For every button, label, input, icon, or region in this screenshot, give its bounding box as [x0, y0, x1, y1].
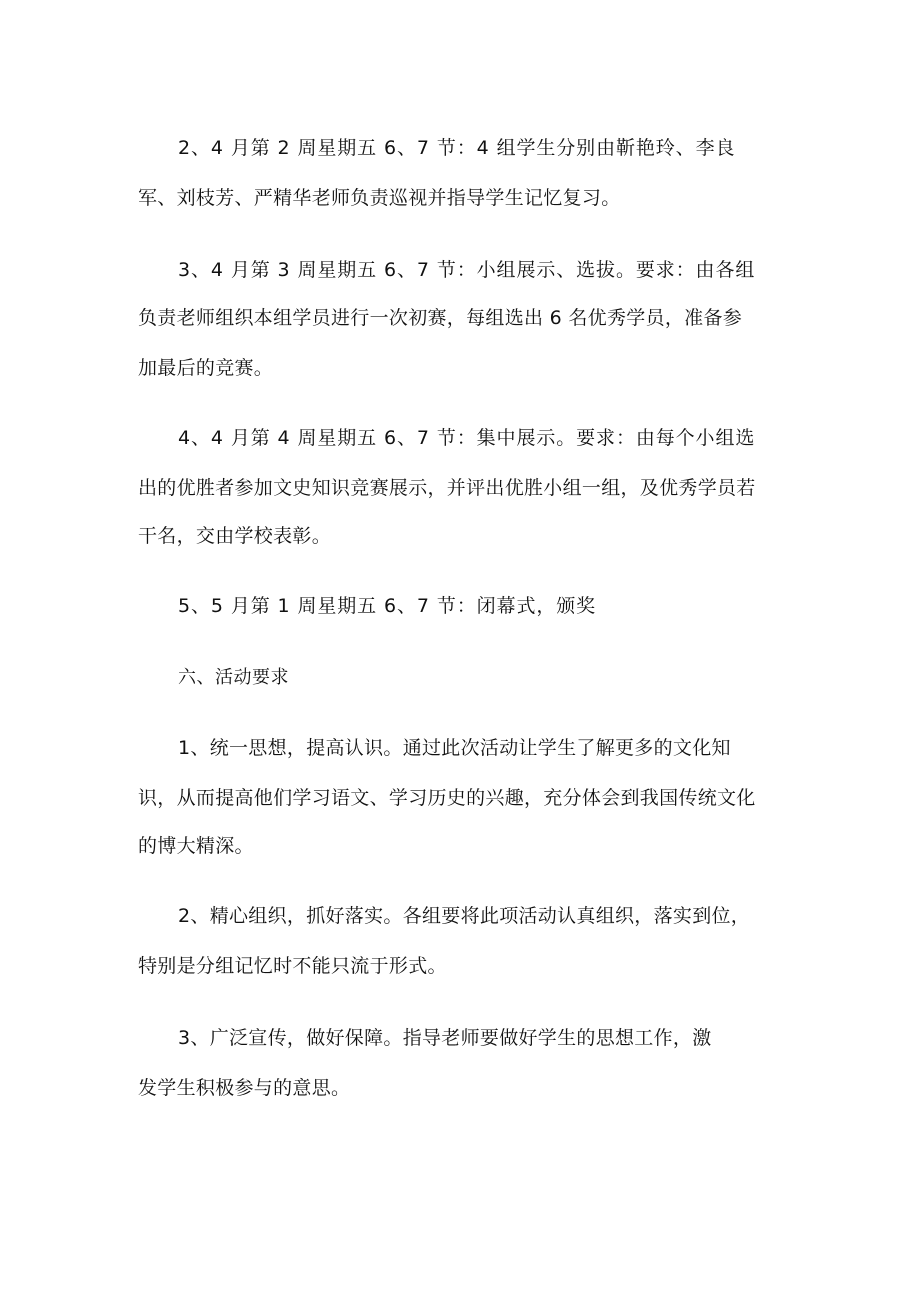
- requirement-1-line-3: 的博大精深。: [138, 835, 254, 857]
- schedule-item-2-line-2: 军、刘枝芳、严精华老师负责巡视并指导学生记忆复习。: [138, 187, 621, 209]
- schedule-item-3-line-2: 负责老师组织本组学员进行一次初赛，每组选出 6 名优秀学员，准备参: [138, 307, 743, 329]
- schedule-item-3-line-3: 加最后的竞赛。: [138, 357, 274, 379]
- requirement-3-line-2: 发学生积极参与的意思。: [138, 1077, 351, 1099]
- schedule-item-2-line-1: 2、4 月第 2 周星期五 6、7 节：4 组学生分别由靳艳玲、李良: [178, 137, 736, 159]
- schedule-item-4-line-3: 干名，交由学校表彰。: [138, 525, 332, 547]
- schedule-item-5-line-1: 5、5 月第 1 周星期五 6、7 节：闭幕式，颁奖: [178, 595, 597, 617]
- requirement-2-line-2: 特别是分组记忆时不能只流于形式。: [138, 955, 447, 977]
- schedule-item-4-line-2: 出的优胜者参加文史知识竞赛展示，并评出优胜小组一组，及优秀学员若: [138, 477, 756, 499]
- section-heading: 六、活动要求: [178, 667, 289, 688]
- requirement-1-line-2: 识，从而提高他们学习语文、学习历史的兴趣，充分体会到我国传统文化: [138, 787, 756, 809]
- schedule-item-3-line-1: 3、4 月第 3 周星期五 6、7 节：小组展示、选拔。要求：由各组: [178, 259, 756, 281]
- requirement-3-line-1: 3、广泛宣传，做好保障。指导老师要做好学生的思想工作，激: [178, 1027, 712, 1049]
- requirement-2-line-1: 2、精心组织，抓好落实。各组要将此项活动认真组织，落实到位，: [178, 905, 751, 927]
- requirement-1-line-1: 1、统一思想，提高认识。通过此次活动让学生了解更多的文化知: [178, 737, 731, 759]
- schedule-item-4-line-1: 4、4 月第 4 周星期五 6、7 节：集中展示。要求：由每个小组选: [178, 427, 756, 449]
